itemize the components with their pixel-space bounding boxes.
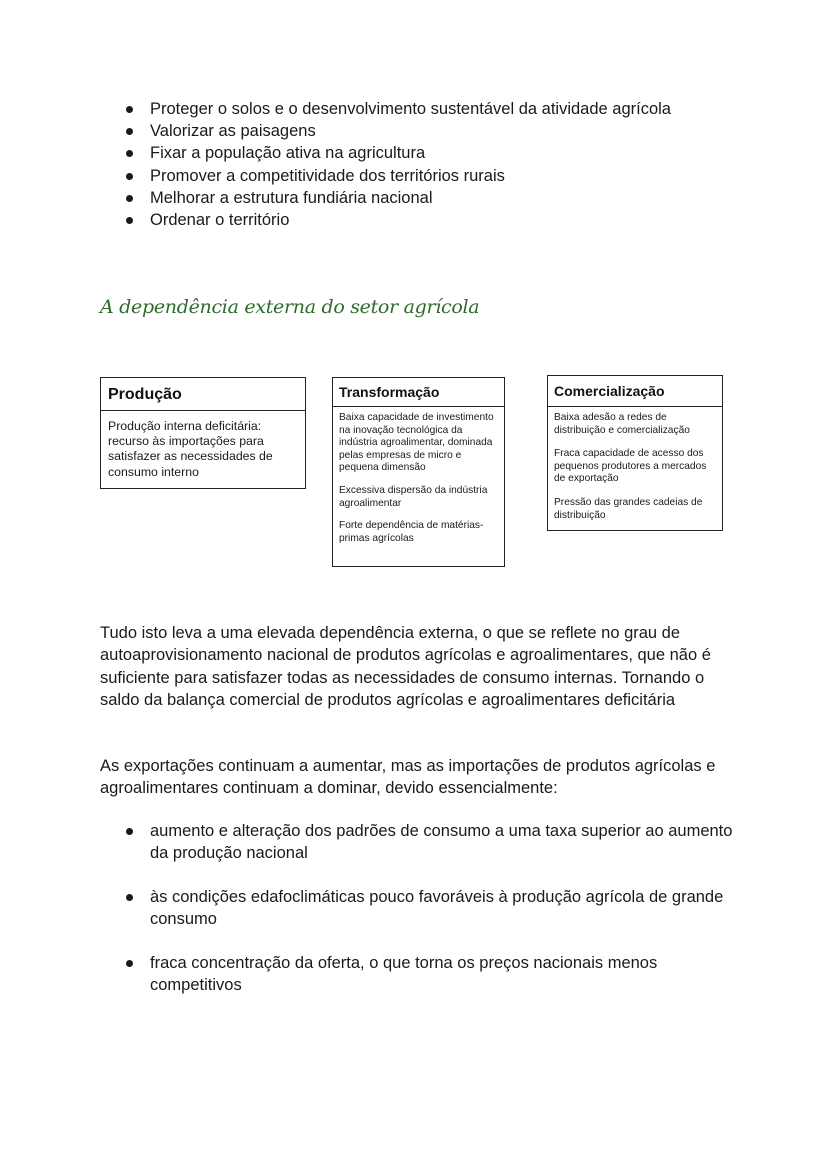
bullet-icon: [126, 195, 133, 202]
objectives-list: [100, 98, 671, 231]
transformacao-box-title: Transformação: [333, 378, 504, 407]
box-item: Produção interna deficitária: recurso às importações para satisfazer as necessidades de consumo interno: [108, 419, 273, 479]
list-item: [100, 886, 740, 931]
comercializacao-box: [547, 375, 723, 531]
paragraph-dependencia: Tudo isto leva a uma elevada dependência externa, o que se reflete no grau de autoaprovisionamento nacional de produtos agrícolas e agroalimentares, que não é suficiente para satisfazer todas as necessidades de consumo internas. Tornando o saldo da balança comercial de produtos agrícolas e agroalimentares deficitária: [100, 624, 711, 709]
list-item-text: Melhorar a estrutura fundiária nacional: [150, 188, 433, 207]
list-item: [100, 820, 740, 865]
producao-box-body: [101, 411, 305, 480]
list-item-text: Ordenar o território: [150, 211, 290, 230]
list-item-text: fraca concentração da oferta, o que torna os preços nacionais menos competitivos: [150, 954, 658, 995]
list-item-text: Fixar a população ativa na agricultura: [150, 144, 426, 163]
box-item: Fraca capacidade de acesso dos pequenos produtores a mercados de exportação: [554, 448, 707, 485]
transformacao-box-body: [333, 407, 504, 545]
comercializacao-box-body: [548, 407, 722, 522]
list-item: [100, 209, 671, 231]
box-item: Pressão das grandes cadeias de distribuição: [554, 496, 703, 521]
bullet-icon: [126, 128, 133, 135]
box-item: Baixa adesão a redes de distribuição e comercialização: [554, 412, 690, 436]
list-item-text: às condições edafoclimáticas pouco favoráveis à produção agrícola de grande consumo: [150, 888, 724, 929]
paragraph-exportacoes: As exportações continuam a aumentar, mas as importações de produtos agrícolas e agroalimentares continuam a dominar, devido essencialmente:: [100, 757, 716, 798]
section-heading: A dependência externa do setor agrícola: [100, 296, 480, 318]
list-item: [100, 98, 671, 120]
bullet-icon: [126, 217, 133, 224]
producao-box-title: Produção: [101, 378, 305, 411]
list-item-text: Valorizar as paisagens: [150, 122, 316, 141]
list-item: [100, 120, 671, 142]
list-item: [100, 165, 671, 187]
comercializacao-box-title: Comercialização: [548, 376, 722, 407]
bullet-icon: [126, 960, 133, 967]
bullet-icon: [126, 150, 133, 157]
list-item-text: Promover a competitividade dos territórios rurais: [150, 166, 505, 185]
bullet-icon: [126, 173, 133, 180]
list-item: [100, 187, 671, 209]
box-item: Baixa capacidade de investimento na inovação tecnológica da indústria agroalimentar, dominada pelas empresas de micro e pequena dimensão: [339, 412, 494, 474]
causes-list: [100, 820, 740, 1018]
list-item: [100, 142, 671, 164]
producao-box: [100, 377, 306, 489]
box-item: Excessiva dispersão da indústria agroalimentar: [339, 484, 488, 509]
bullet-icon: [126, 894, 133, 901]
box-item: Forte dependência de matérias-primas agrícolas: [339, 520, 484, 544]
bullet-icon: [126, 106, 133, 113]
list-item-text: Proteger o solos e o desenvolvimento sustentável da atividade agrícola: [150, 100, 671, 118]
transformacao-box: [332, 377, 505, 567]
bullet-icon: [126, 828, 133, 835]
list-item-text: aumento e alteração dos padrões de consumo a uma taxa superior ao aumento da produção nacional: [150, 822, 733, 863]
list-item: [100, 952, 740, 997]
